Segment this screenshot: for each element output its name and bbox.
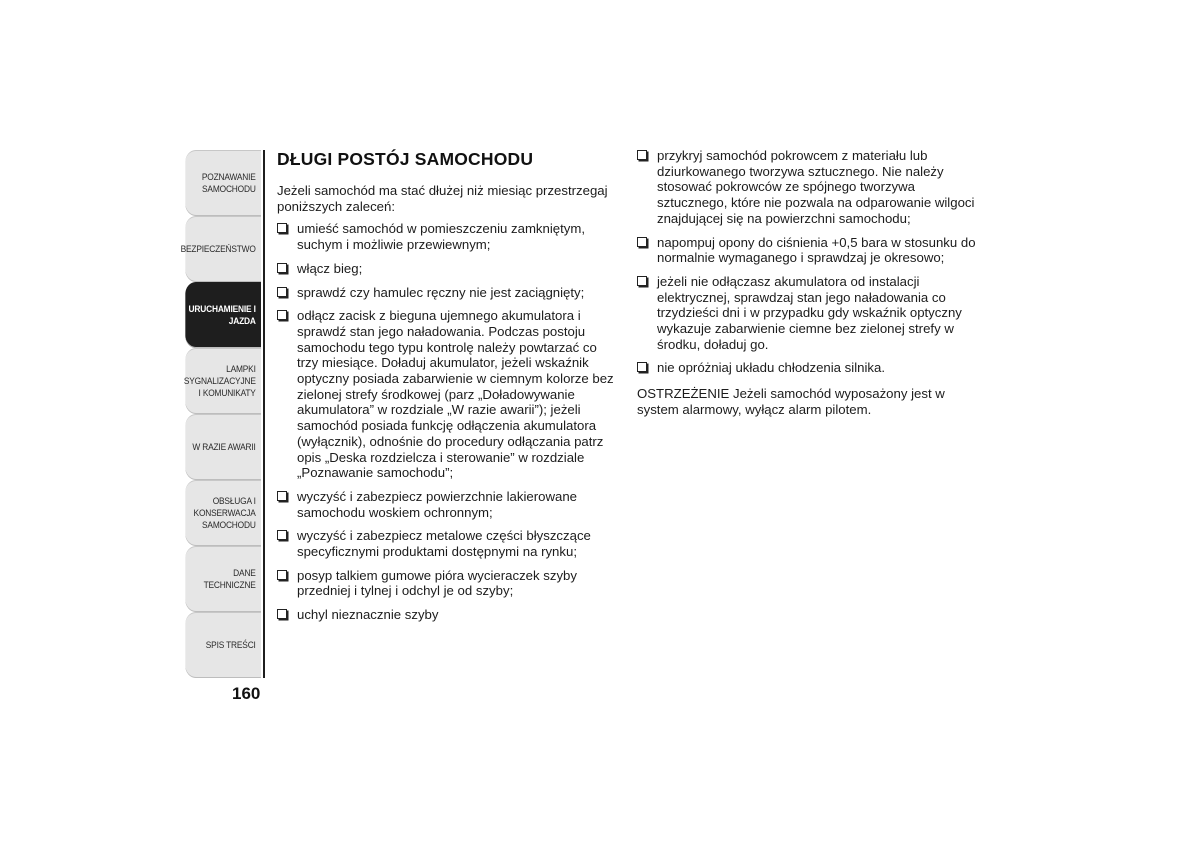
list-item-text: jeżeli nie odłączasz akumulatora od instalacji elektrycznej, sprawdzaj stan jego naładowania co trzydzieści dni i w przypadku gdy wskaźnik optyczny wykazuje zabarwienie ciemne bez zielonej strefy w środku, doładuj go.: [657, 273, 962, 352]
checkbox-bullet-icon: [277, 491, 287, 501]
list-item-text: włącz bieg;: [297, 260, 363, 276]
list-item: [637, 235, 977, 266]
tab-edge-line: [263, 150, 265, 678]
checkbox-bullet-icon: [637, 362, 647, 372]
list-item-text: wyczyść i zabezpiecz powierzchnie lakierowane samochodu woskiem ochronnym;: [297, 488, 577, 520]
tab-poznawanie-samochodu[interactable]: [185, 150, 261, 216]
list-item-text: nie opróżniaj układu chłodzenia silnika.: [657, 360, 885, 376]
tab-label: POZNAWANIE SAMOCHODU: [201, 171, 256, 195]
tab-label: DANE TECHNICZNE: [203, 567, 256, 591]
list-item: [277, 308, 617, 481]
page-number: 160: [232, 684, 261, 703]
tab-spis-tresci[interactable]: [185, 612, 261, 678]
checkbox-bullet-icon: [637, 276, 647, 286]
left-column: [277, 148, 617, 631]
checkbox-bullet-icon: [277, 310, 287, 320]
checkbox-bullet-icon: [277, 530, 287, 540]
tab-obsluga-i-konserwacja[interactable]: [185, 480, 261, 546]
list-item: [277, 528, 617, 559]
list-item-text: odłącz zacisk z bieguna ujemnego akumulatora i sprawdź stan jego naładowania. Podczas postoju samochodu tego typu kontrolę należy powtarzać co trzy miesiące. Doładuj akumulator, jeżeli wskaźnik optyczny posiada zabarwienie w ciemnym kolorze bez zielonej strefy środkowej (parz „Doładowywanie akumulatora” w rozdziale „W razie awarii”); jeżeli samochód posiada funkcję odłączenia akumulatora (wyłącznik), odnośnie do procedury odłączania patrz opis „Deska rozdzielcza i sterowanie” w rozdziale „Poznawanie samochodu”;: [297, 308, 614, 481]
tab-label: OBSŁUGA I KONSERWACJA SAMOCHODU: [193, 495, 256, 531]
list-item: [637, 148, 977, 227]
checkbox-bullet-icon: [277, 570, 287, 580]
checkbox-bullet-icon: [277, 263, 287, 273]
list-item: [277, 285, 617, 301]
list-item-text: uchyl nieznacznie szyby: [297, 607, 439, 623]
list-item: [277, 568, 617, 599]
list-item: [637, 274, 977, 353]
list-item-text: przykryj samochód pokrowcem z materiału lub dziurkowanego tworzywa sztucznego. Nie należy stosować pokrowców ze spójnego tworzywa sztucznego, które nie pozwala na odparowanie wilgoci znajdującej się na powierzchni samochodu;: [657, 148, 975, 226]
tab-dane-techniczne[interactable]: [185, 546, 261, 612]
warning-text: OSTRZEŻENIE Jeżeli samochód wyposażony jest w system alarmowy, wyłącz alarm pilotem.: [637, 386, 945, 417]
list-item-text: umieść samochód w pomieszczeniu zamkniętym, suchym i możliwie przewiewnym;: [297, 221, 586, 253]
list-item-text: wyczyść i zabezpiecz metalowe części błyszczące specyficznymi produktami dostępnymi na rynku;: [297, 528, 591, 560]
left-bullet-list: [277, 221, 617, 622]
list-item: [277, 489, 617, 520]
tab-uruchamianie-i-jazda[interactable]: [185, 282, 261, 348]
right-bullet-list: [637, 148, 977, 376]
tab-label: URUCHAMIENIE I JAZDA: [188, 303, 256, 327]
checkbox-bullet-icon: [277, 609, 287, 619]
intro-text: Jeżeli samochód ma stać dłużej niż miesiąc przestrzegaj poniższych zaleceń:: [277, 183, 608, 214]
tab-w-razie-awarii[interactable]: [185, 414, 261, 480]
tab-bezpieczenstwo[interactable]: [180, 216, 261, 282]
tab-label: SPIS TREŚCI: [205, 639, 256, 651]
tab-label: LAMPKI SYGNALIZACYJNE I KOMUNIKATY: [183, 363, 256, 399]
list-item: [277, 221, 617, 252]
list-item-text: posyp talkiem gumowe pióra wycieraczek szyby przedniej i tylnej i odchyl je od szyby;: [297, 567, 577, 599]
tab-label: W RAZIE AWARII: [192, 441, 256, 453]
tab-label: BEZPIECZEŃSTWO: [180, 243, 256, 255]
list-item: [637, 360, 977, 376]
list-item-text: sprawdź czy hamulec ręczny nie jest zaciągnięty;: [297, 284, 585, 300]
checkbox-bullet-icon: [277, 223, 287, 233]
list-item-text: napompuj opony do ciśnienia +0,5 bara w stosunku do normalnie wymaganego i sprawdzaj je okresowo;: [657, 234, 976, 266]
section-title: DŁUGI POSTÓJ SAMOCHODU: [277, 149, 534, 169]
list-item: [277, 261, 617, 277]
checkbox-bullet-icon: [637, 237, 647, 247]
checkbox-bullet-icon: [277, 287, 287, 297]
list-item: [277, 607, 617, 623]
checkbox-bullet-icon: [637, 150, 647, 160]
tab-lampki-sygnalizacyjne[interactable]: [185, 348, 261, 414]
right-column: [637, 148, 977, 418]
